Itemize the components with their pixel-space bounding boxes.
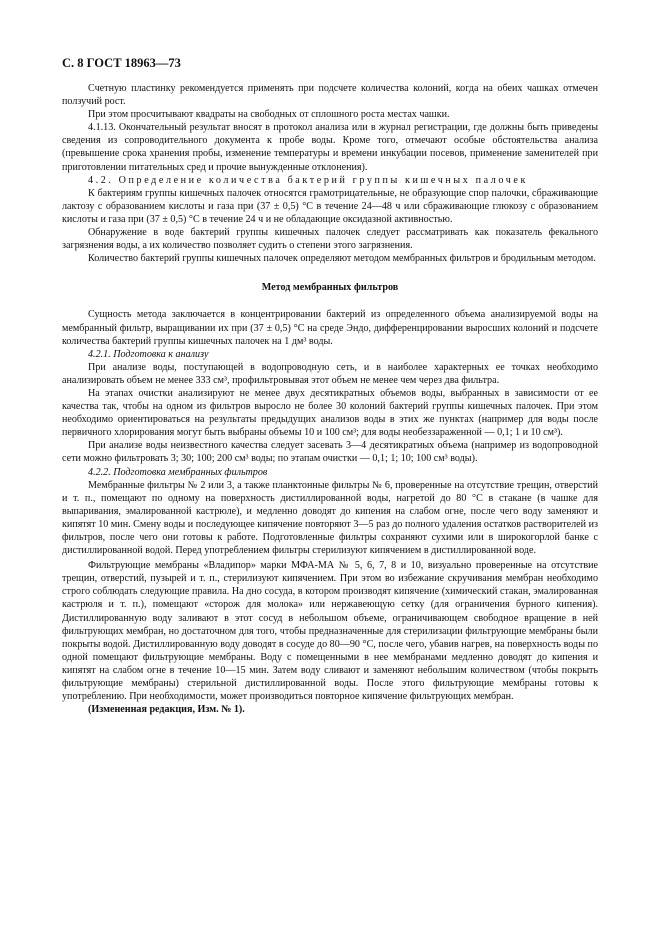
paragraph: 4.1.13. Окончательный результат вносят в протокол анализа или в журнал регистрации, где должны быть приведены сведения из сопроводительного документа к пробе воды. Кроме того, отмечают особые обстоятельства анализа (превышение срока хранения пробы, изменение температуры и времени инкубации посевов, применение заменителей при приготовлении питательных сред и прочие вынужденные отклонения). (62, 122, 598, 173)
paragraph: Сущность метода заключается в концентрировании бактерий из определенного объема анализируемой воды на мембранный фильтр, выращивании их при (37 ± 0,5) °С на среде Эндо, дифференцировании выросших колоний и подсчете количества бактерий группы кишечных палочек на 1 дм³ воды. (62, 309, 598, 347)
paragraph: Мембранные фильтры № 2 или 3, а также планктонные фильтры № 6, проверенные на отсутствие трещин, отверстий и т. п., помещают по одному на поверхность дистиллированной воды, нагретой до 80 °С в стакане (в чашке для выпаривания, эмалированной кастрюле), и медленно доводят до кипения на слабом огне, после чего воду заменяют и кипятят 10 мин. Смену воды и последующее кипячение повторяют 3—5 раз до полного удаления остатков растворителей из фильтров, после чего они готовы к работе. Подготовленные фильтры сохраняют сухими или в широкогорлой банке с дистиллированной водой. Перед употреблением фильтры стерилизуют кипячением в дистиллированной воде. (62, 479, 598, 557)
subsection-heading: 4.2.2. Подготовка мембранных фильтров (88, 466, 268, 478)
paragraph: При анализе воды неизвестного качества следует засевать 3—4 десятикратных объема (например из водопроводной сети можно фильтровать 3; 30; 100; 200 см³ воды; по этапам очистки — 0,1; 1; 10; 100 см³ воды). (62, 440, 598, 465)
paragraph: Счетную пластинку рекомендуется применять при подсчете количества колоний, когда на обеих чашках отмечен ползучий рост. (62, 83, 598, 108)
document-body (62, 82, 598, 716)
paragraph: При анализе воды, поступающей в водопроводную сеть, и в наиболее характерных ее точках необходимо анализировать объем не менее 333 см³, профильтровывая этот объем не менее чем через два фильтра. (62, 361, 598, 386)
amendment-note: (Измененная редакция, Изм. № 1). (88, 704, 245, 716)
paragraph: К бактериям группы кишечных палочек относятся грамотрицательные, не образующие спор палочки, сбраживающие лактозу с образованием кислоты и газа при (37 ± 0,5) °С в течение 24—48 ч или сбраживающие глюкозу с образованием кислоты и газа при (37 ± 0,5) °С в течение 24 ч и не обладающие оксидазной активностью. (62, 187, 598, 225)
page-header: С. 8 ГОСТ 18963—73 (62, 56, 181, 70)
method-title: Метод мембранных фильтров (261, 282, 399, 294)
paragraph: При этом просчитывают квадраты на свободных от сплошного роста местах чашки. (88, 109, 450, 121)
paragraph: На этапах очистки анализируют не менее двух десятикратных объемов воды, выбранных в зависимости от ее качества так, чтобы на одном из фильтров выросло не более 30 колоний бактерий группы кишечных палочек. При этом необходимо ориентироваться на результаты предыдущих анализов воды в этих же пунктах (например для воды после первичного хлорирования могут быть выбраны объемы 10 и 100 см³; для воды необеззараженной — 0,1; 1 и 10 см³). (62, 387, 598, 439)
paragraph: Фильтрующие мембраны «Владипор» марки МФА-МА № 5, 6, 7, 8 и 10, визуально проверенные на отсутствие трещин, отверстий, пузырей и т. п., стерилизуют кипячением. При этом во избежание скручивания мембран необходимо строго соблюдать следующие правила. На дно сосуда, в котором производят кипячение (химический стакан, эмалированная кастрюля и т. п.), помещают «сторож для молока» или нержавеющую сетку (для ограничения бурного кипения). Дистиллированную воду заливают в этот сосуд в небольшом объеме, ограничивающем свободное вращение в ней фильтрующих мембран, но достаточном для того, чтобы предназначенные для стерилизации фильтрующие мембраны были покрыты водой. Дистиллированную воду доводят в сосуде до 80—90 °С, после чего, убавив нагрев, на поверхность воды по одной помещают фильтрующие мембраны. Воду с помещенными в нее мембранами медленно доводят до кипения и кипятят на слабом огне в течение 10—15 мин. Затем воду сливают и заменяют небольшим количеством (чтобы покрыть фильтрующие мембраны) стерильной дистиллированной воды. После этого фильтрующие мембраны готовы к употреблению. При необходимости, может производиться повторное кипячение фильтрующих мембран. (62, 560, 598, 703)
paragraph: Обнаружение в воде бактерий группы кишечных палочек следует рассматривать как показатель фекального загрязнения воды, а их количество позволяет судить о степени этого загрязнения. (62, 227, 598, 252)
subsection-heading: 4.2.1. Подготовка к анализу (88, 348, 209, 360)
paragraph: Количество бактерий группы кишечных палочек определяют методом мембранных фильтров и бродильным методом. (88, 253, 596, 265)
section-heading: 4.2. Определение количества бактерий группы кишечных палочек (88, 174, 529, 186)
